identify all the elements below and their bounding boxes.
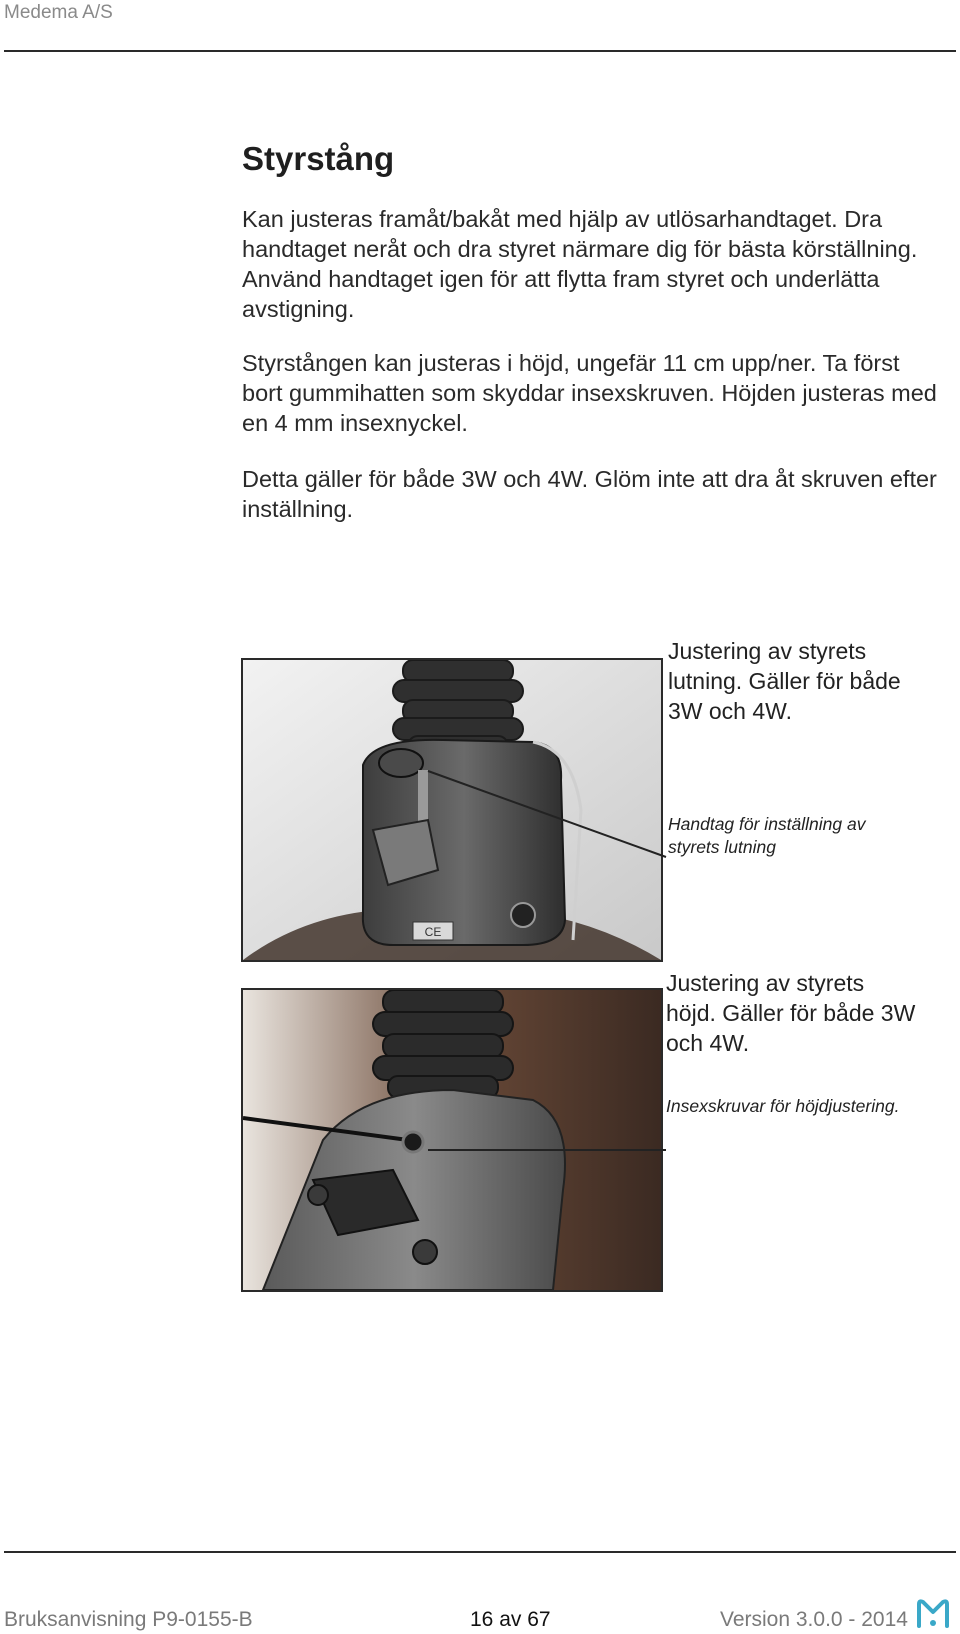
footer-version: Version 3.0.0 - 2014 [720,1608,908,1631]
tilt-handle-photo [241,658,663,962]
ce-label: CE [424,925,442,939]
height-screw-photo [241,988,663,1292]
height-screw-illustration [243,990,661,1290]
paragraph-height-adjustment: Styrstången kan justeras i höjd, ungefär 11 cm upp/ner. Ta först bort gummihatten som skyddar insexskruven. Höjden justeras med en 4 mm insexnyckel. [242,350,937,436]
footer-document-id: Bruksanvisning P9-0155-B [4,1608,253,1631]
header-divider [4,50,956,52]
footer-page-number: 16 av 67 [470,1608,551,1631]
footer-divider [4,1551,956,1553]
paragraph-applies-note: Detta gäller för både 3W och 4W. Glöm inte att dra åt skruven efter inställning. [242,466,937,522]
header-company-name: Medema A/S [4,2,113,23]
paragraph-tilt-adjustment: Kan justeras framåt/bakåt med hjälp av utlösarhandtaget. Dra handtaget neråt och dra styret närmare dig för bästa körställning. Använd handtaget igen för att flytta fram styret och underlätta avstigning. [242,206,918,322]
medema-logo-icon [915,1596,951,1630]
height-screw-note: Insexskruvar för höjdjustering. [666,1096,900,1116]
tilt-caption: Justering av styrets lutning. Gäller för både 3W och 4W. [668,638,901,724]
height-caption: Justering av styrets höjd. Gäller för både 3W och 4W. [666,970,916,1056]
tilt-handle-illustration [243,660,661,960]
section-title: Styrstång [242,140,395,177]
tilt-handle-note: Handtag för inställning av styrets lutning [668,814,866,857]
